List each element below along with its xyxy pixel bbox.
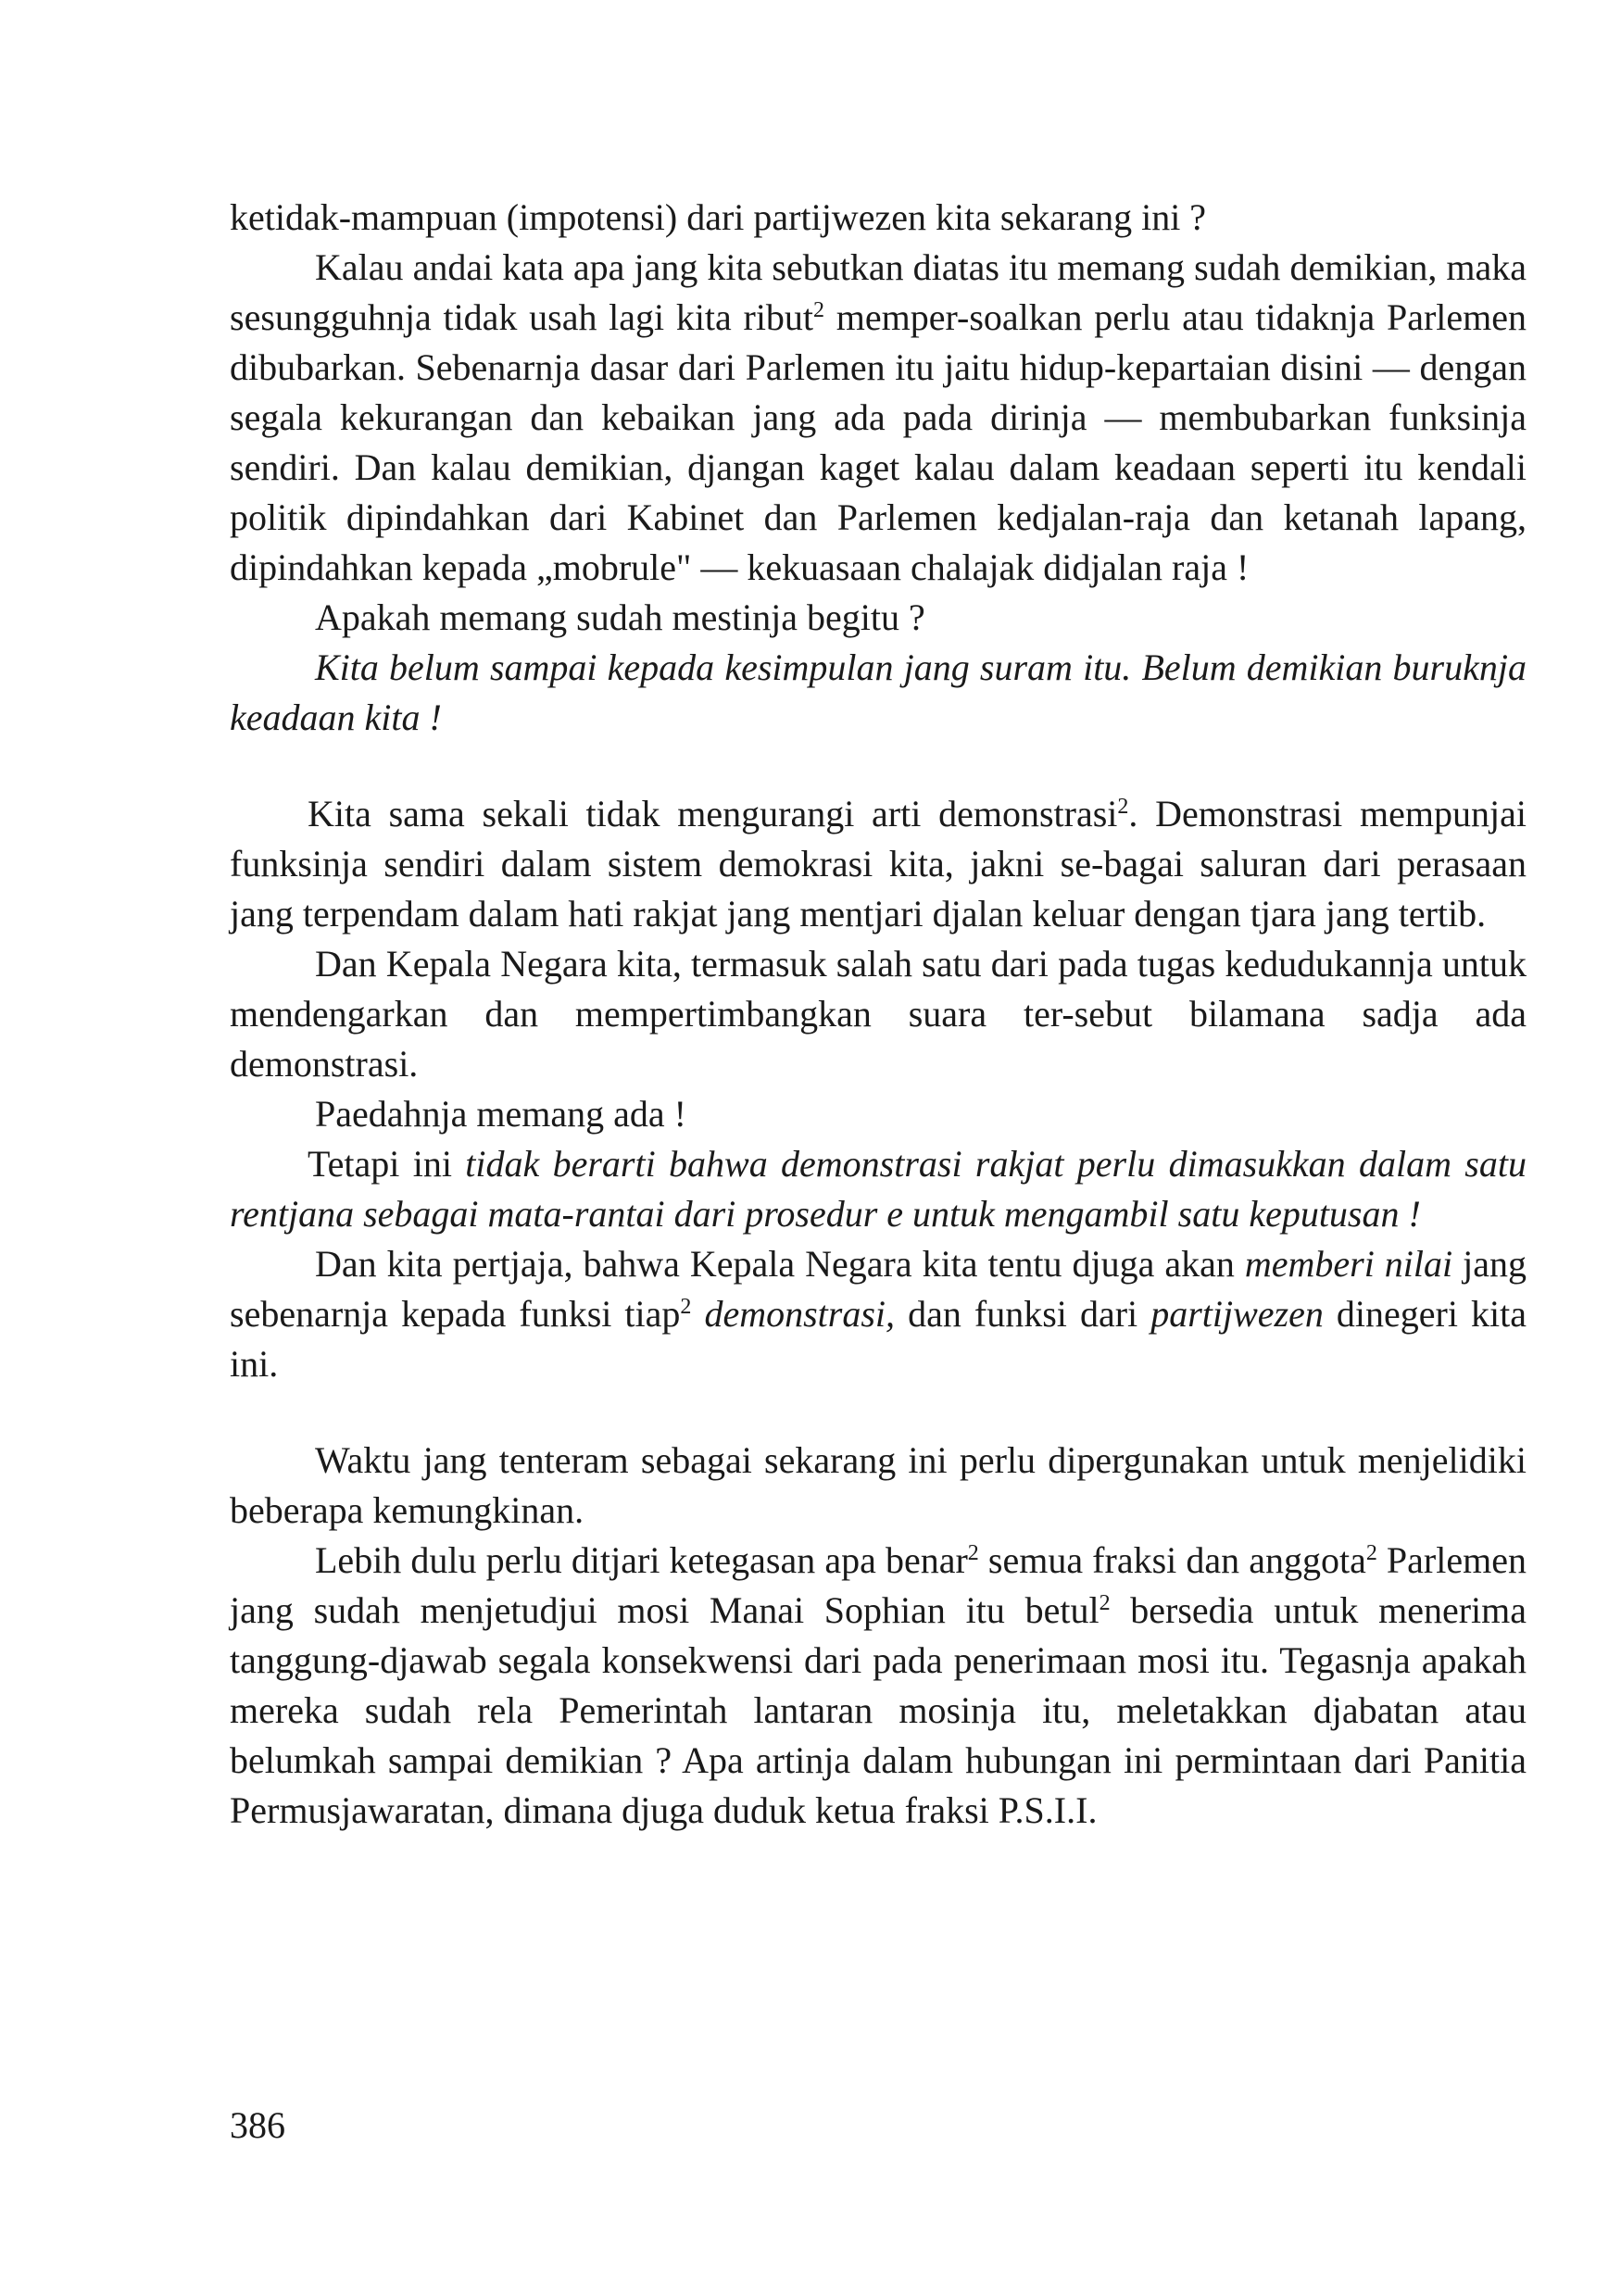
paragraph: Apakah memang sudah mestinja begitu ? (315, 596, 925, 638)
paragraph: Tetapi ini tidak berarti bahwa demonstrasi rakjat perlu dimasukkan dalam satu rentjana sebagai mata-rantai dari prosedur e untuk mengambil satu keputusan ! (230, 1143, 1527, 1235)
paragraph: Kalau andai kata apa jang kita sebutkan diatas itu memang sudah demikian, maka sesungguhnja tidak usah lagi kita ribut$^2$ memper-soalkan perlu atau tidaknja Parlemen dibubarkan. Sebenarnja dasar dari Parlemen itu jaitu hidup-kepartaian disini — dengan segala kekurangan dan kebaikan jang ada pada dirinja — membubarkan funksinja sendiri. Dan kalau demikian, djangan kaget kalau dalam keadaan seperti itu kendali politik dipindahkan dari Kabinet dan Parlemen kedjalan-raja dan ketanah lapang, dipindahkan kepada „mobrule" — kekuasaan chalajak didjalan raja ! (230, 246, 1527, 588)
section-gap (230, 743, 1527, 789)
paragraph-italic: Kita belum sampai kepada kesimpulan jang suram itu. Belum demikian buruknja keadaan kita ! (230, 646, 1527, 738)
paragraph: ketidak-mampuan (impotensi) dari partijwezen kita sekarang ini ? (230, 196, 1207, 238)
section-gap (230, 1389, 1527, 1436)
paragraph: Lebih dulu perlu ditjari ketegasan apa benar$^2$ semua fraksi dan anggota$^2$ Parlemen jang sudah menjetudjui mosi Manai Sophian itu betul$^2$ bersedia untuk menerima tanggung-djawab segala konsekwensi dari pada penerimaan mosi itu. Tegasnja apakah mereka sudah rela Pemerintah lantaran mosinja itu, meletakkan djabatan atau belumkah sampai demikian ? Apa artinja dalam hubungan ini permintaan dari Panitia Permusjawaratan, dimana djuga duduk ketua fraksi P.S.I.I. (230, 1539, 1527, 1831)
paragraph: Dan kita pertjaja, bahwa Kepala Negara kita tentu djuga akan memberi nilai jang sebenarnja kepada funksi tiap$^2$ demonstrasi, dan funksi dari partijwezen dinegeri kita ini. (230, 1243, 1527, 1385)
paragraph: Kita sama sekali tidak mengurangi arti demonstrasi$^2$. Demonstrasi mempunjai funksinja sendiri dalam sistem demokrasi kita, jakni se-bagai saluran dari perasaan jang terpendam dalam hati rakjat jang mentjari djalan keluar dengan tjara jang tertib. (230, 793, 1527, 935)
paragraph: Waktu jang tenteram sebagai sekarang ini perlu dipergunakan untuk menjelidiki beberapa kemungkinan. (230, 1439, 1527, 1531)
paragraph: Dan Kepala Negara kita, termasuk salah satu dari pada tugas kedudukannja untuk mendengarkan dan mempertimbangkan suara ter-sebut bilamana sadja ada demonstrasi. (230, 943, 1527, 1085)
page-number: 386 (230, 2104, 285, 2146)
body-text (230, 193, 1527, 1836)
paragraph: Paedahnja memang ada ! (315, 1093, 686, 1135)
